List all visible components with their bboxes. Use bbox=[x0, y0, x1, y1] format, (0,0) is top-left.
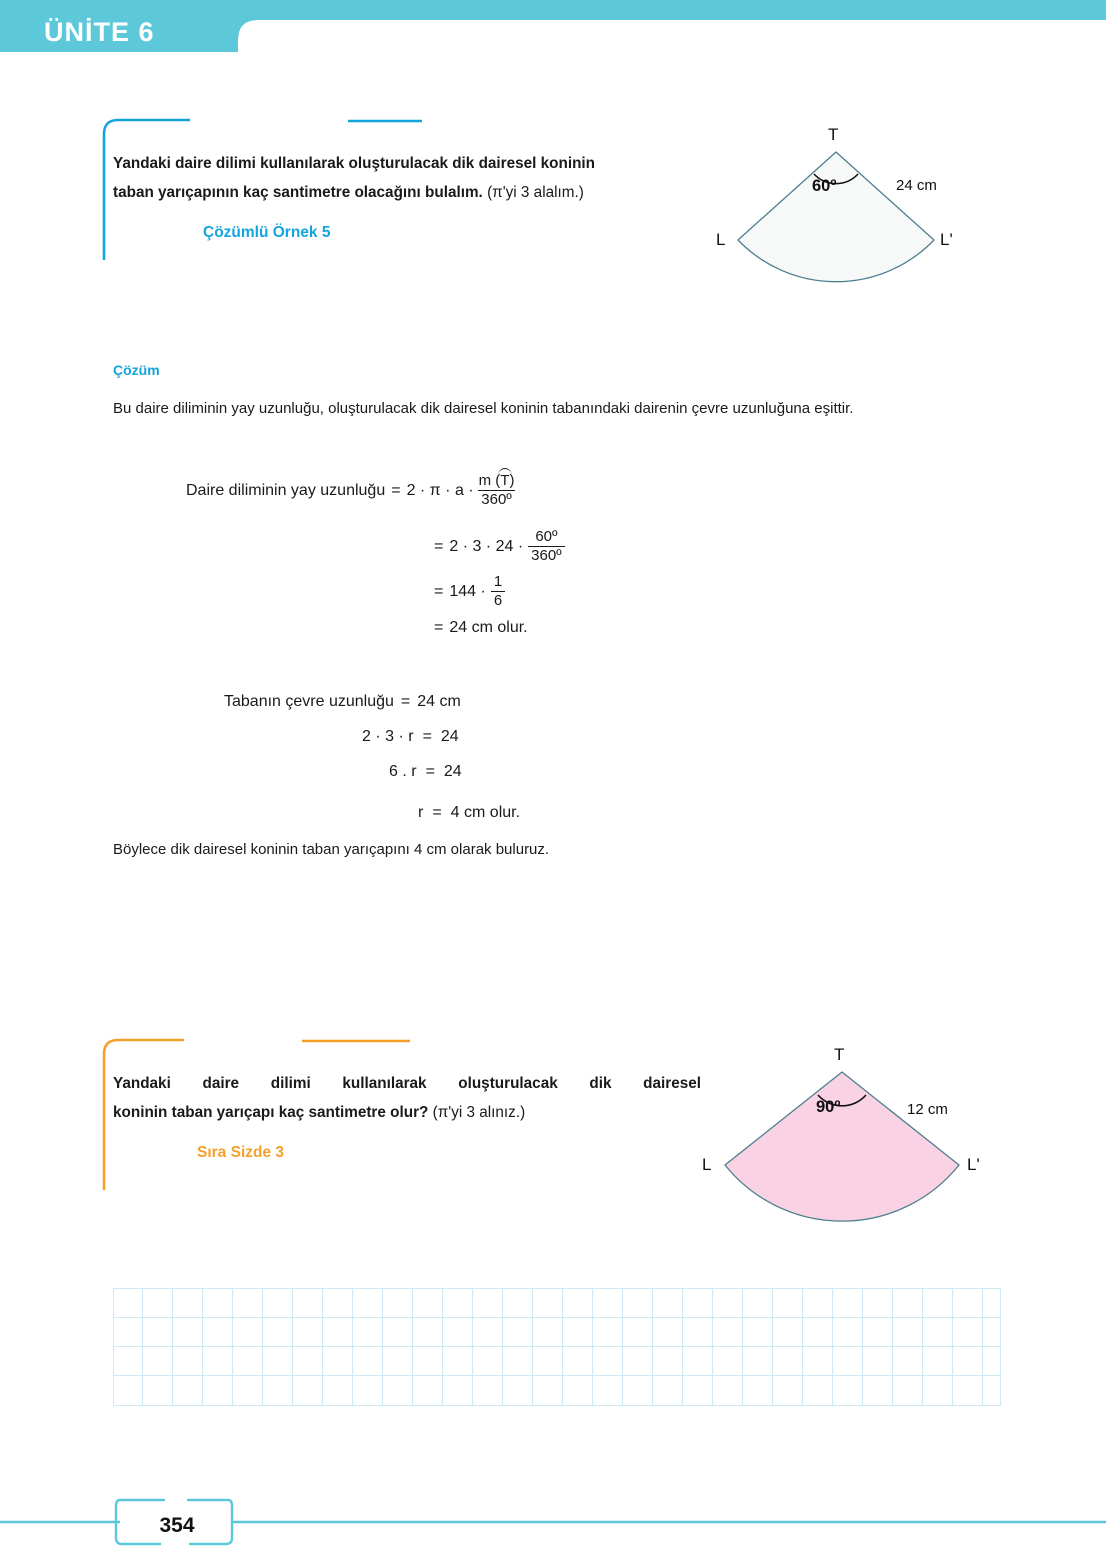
exercise-question-line2-wrap bbox=[113, 1098, 701, 1127]
sector-shape-gray bbox=[688, 126, 988, 301]
radius-eq4-lhs: r bbox=[418, 804, 424, 821]
arc-eq2-fraction bbox=[528, 529, 565, 564]
radius-eq3-lhs: 6 . r bbox=[389, 763, 417, 780]
arc-eq2-numerator: 60º bbox=[535, 528, 558, 545]
solution-conclusion: Böylece dik dairesel koninin taban yarıçapını 4 cm olarak buluruz. bbox=[113, 841, 550, 858]
sector-right-label-lprime: L' bbox=[940, 230, 953, 249]
example-sector-diagram bbox=[688, 126, 988, 301]
radius-equation-line-4 bbox=[418, 805, 520, 821]
radius-equation-line-2 bbox=[362, 729, 459, 745]
arc-eq3-numerator: 1 bbox=[493, 573, 503, 590]
exercise-question-note: (π'yi 3 alınız.) bbox=[432, 1104, 526, 1121]
arc-eq3-rhs: 144 · bbox=[449, 583, 486, 601]
worked-example-block bbox=[100, 112, 740, 260]
arc-eq1-lhs: Daire diliminin yay uzunluğu bbox=[186, 482, 386, 500]
arc-eq3-equals: = bbox=[434, 583, 444, 601]
arc-eq1-equals: = bbox=[391, 482, 401, 500]
exercise-question-line1: Yandaki daire dilimi kullanılarak oluşturulacak dik dairesel bbox=[113, 1075, 701, 1092]
page-number: 354 bbox=[159, 1514, 195, 1537]
answer-grid bbox=[113, 1288, 1001, 1406]
radius-eq2-rhs: 24 bbox=[440, 728, 459, 745]
exercise-left-label-l: L bbox=[702, 1155, 712, 1174]
example-question-line2-wrap bbox=[113, 178, 738, 207]
arc-eq1-num-suffix: ) bbox=[509, 472, 515, 489]
solution-intro: Bu daire diliminin yay uzunluğu, oluşturulacak dik dairesel koninin tabanındaki dairenin çevre uzunluğuna eşittir. bbox=[113, 400, 854, 417]
radius-eq3-equals: = bbox=[425, 763, 435, 780]
radius-eq1-lhs: Tabanın çevre uzunluğu bbox=[224, 693, 394, 710]
sector-shape-pink bbox=[688, 1046, 998, 1236]
radius-equation-line-3 bbox=[389, 764, 462, 780]
arc-eq3-denominator: 6 bbox=[491, 591, 505, 609]
example-bracket-right bbox=[348, 112, 434, 132]
arc-eq4-equals: = bbox=[434, 619, 444, 636]
radius-eq4-equals: = bbox=[432, 804, 442, 821]
arc-equation-line-3 bbox=[434, 575, 507, 610]
arc-eq1-numerator bbox=[476, 473, 518, 490]
arc-equation-line-4 bbox=[434, 620, 528, 636]
radius-eq1-equals: = bbox=[400, 693, 411, 710]
arc-eq2-equals: = bbox=[434, 538, 444, 556]
example-label: Çözümlü Örnek 5 bbox=[203, 224, 331, 241]
exercise-apex-label-t: T bbox=[834, 1045, 845, 1064]
arc-equation-line-2 bbox=[434, 530, 567, 565]
example-question-line2: taban yarıçapının kaç santimetre olacağını bulalım. bbox=[113, 184, 483, 201]
exercise-sector-diagram bbox=[688, 1046, 998, 1236]
arc-eq1-denominator: 360º bbox=[478, 490, 515, 508]
exercise-side-label: 12 cm bbox=[907, 1101, 948, 1118]
header-shape bbox=[0, 0, 1106, 72]
solution-label: Çözüm bbox=[113, 362, 160, 378]
sector-side-label: 24 cm bbox=[896, 177, 937, 194]
arc-hat-icon bbox=[498, 468, 511, 475]
sector-angle-label: 60º bbox=[812, 177, 837, 195]
page-header bbox=[0, 0, 1106, 72]
arc-eq1-fraction bbox=[476, 473, 518, 508]
exercise-question-line2: koninin taban yarıçapı kaç santimetre olur? bbox=[113, 1104, 429, 1121]
arc-eq1-num-prefix: m ( bbox=[478, 472, 501, 489]
exercise-bracket-right bbox=[302, 1032, 422, 1052]
exercise-block bbox=[100, 1032, 740, 1192]
example-question bbox=[113, 149, 738, 207]
arc-equation-line-1 bbox=[186, 474, 519, 509]
exercise-label: Sıra Sizde 3 bbox=[197, 1144, 285, 1161]
radius-eq2-equals: = bbox=[422, 728, 432, 745]
answer-grid-lines bbox=[113, 1288, 1001, 1406]
arc-eq2-rhs: 2 · 3 · 24 · bbox=[449, 538, 524, 556]
example-question-line1: Yandaki daire dilimi kullanılarak oluşturulacak dik dairesel koninin bbox=[113, 155, 596, 172]
radius-eq3-rhs: 24 bbox=[443, 763, 462, 780]
radius-equation-line-1 bbox=[224, 694, 461, 710]
arc-eq1-num-var-letter: T bbox=[500, 472, 510, 489]
exercise-angle-label: 90º bbox=[816, 1098, 841, 1116]
radius-eq2-lhs: 2 · 3 · r bbox=[362, 728, 414, 745]
example-question-note: (π'yi 3 alalım.) bbox=[487, 184, 584, 201]
arc-eq4-rhs: 24 cm olur. bbox=[449, 619, 528, 636]
radius-eq1-rhs: 24 cm bbox=[417, 693, 461, 710]
radius-eq4-rhs: 4 cm olur. bbox=[450, 804, 521, 821]
arc-eq1-num-variable bbox=[500, 473, 509, 489]
exercise-right-label-lprime: L' bbox=[967, 1155, 980, 1174]
arc-eq3-fraction bbox=[491, 574, 505, 609]
arc-eq1-rhs: 2 · π · a · bbox=[406, 482, 474, 500]
exercise-question bbox=[113, 1069, 701, 1127]
arc-eq2-denominator: 360º bbox=[528, 546, 565, 564]
sector-apex-label-t: T bbox=[828, 125, 839, 144]
unit-title: ÜNİTE 6 bbox=[44, 17, 155, 47]
sector-left-label-l: L bbox=[716, 230, 726, 249]
